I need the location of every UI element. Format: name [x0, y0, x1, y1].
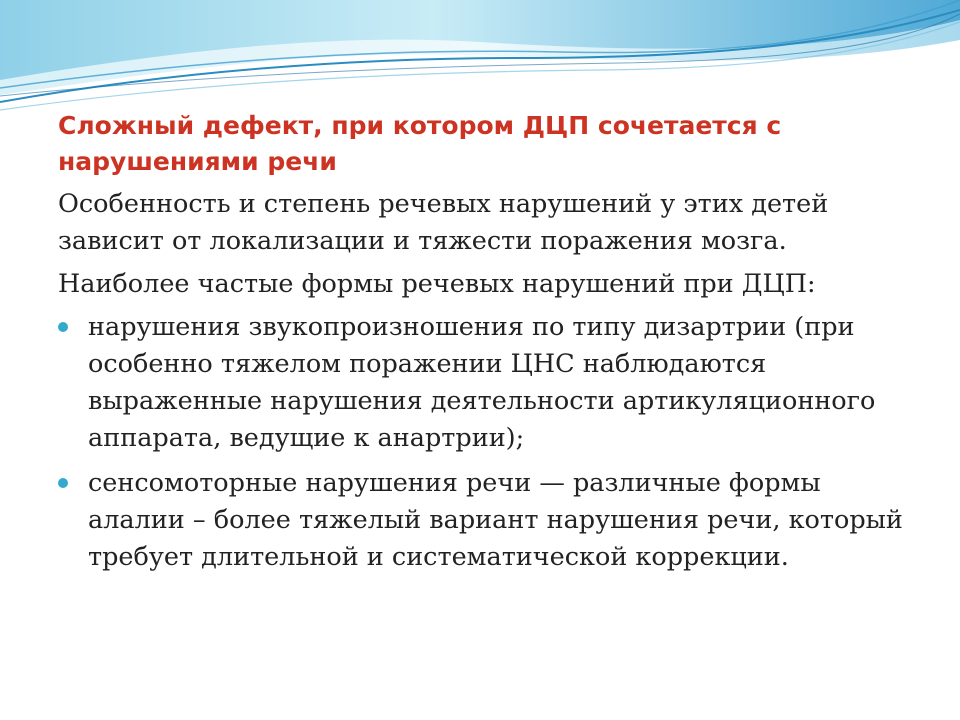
slide-title: Сложный дефект, при котором ДЦП сочетается с нарушениями речи	[58, 111, 782, 176]
list-item	[58, 465, 918, 576]
list-item	[58, 309, 918, 457]
slide-content	[58, 108, 918, 584]
bullet-dot-icon	[58, 478, 68, 488]
bullet-text-alalia: сенсомоторные нарушения речи — различные формы алалии – более тяжелый вариант нарушения речи, который требует длительной и систематической коррекции.	[88, 468, 903, 572]
bullet-dot-icon	[58, 322, 68, 332]
bullet-list	[58, 309, 918, 576]
paragraph-forms-intro: Наиболее частые формы речевых нарушений при ДЦП:	[58, 269, 816, 299]
bullet-text-dysarthria: нарушения звукопроизношения по типу дизартрии (при особенно тяжелом поражении ЦНС наблюдаются выраженные нарушения деятельности артикуляционного аппарата, ведущие к анартрии);	[88, 312, 876, 453]
paragraph-features: Особенность и степень речевых нарушений у этих детей зависит от локализации и тяжести поражения мозга.	[58, 189, 829, 256]
